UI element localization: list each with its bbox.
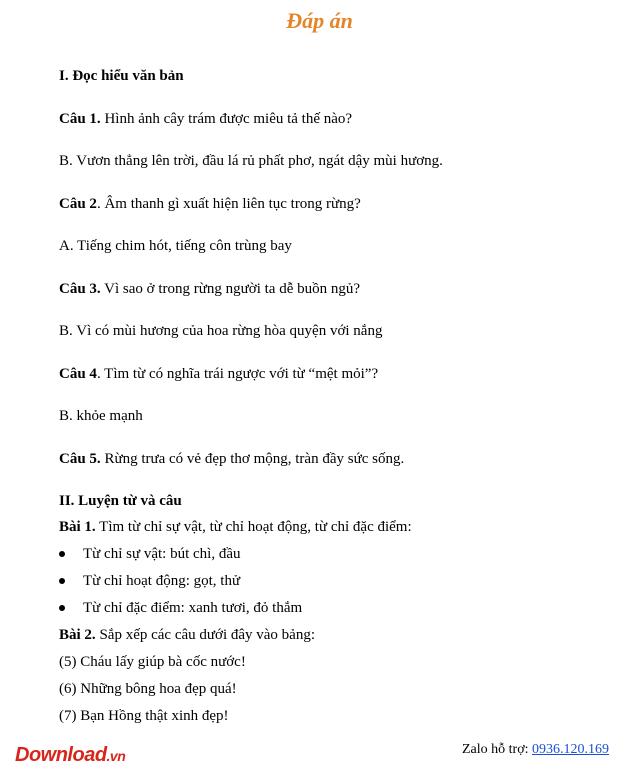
exercise-text: Sắp xếp các câu dưới đây vào bảng: xyxy=(99,627,316,643)
question-text: Hình ảnh cây trám được miêu tả thế nào? xyxy=(104,111,353,127)
question-label: Câu 2 xyxy=(59,196,97,212)
question-1 xyxy=(59,110,352,128)
sentence-7: (7) Bạn Hồng thật xinh đẹp! xyxy=(59,708,229,724)
bullet-icon xyxy=(59,605,65,611)
bullet-icon xyxy=(59,578,65,584)
logo-tld: .vn xyxy=(106,748,126,764)
support-label: Zalo hỗ trợ: xyxy=(462,742,532,757)
question-text: . Âm thanh gì xuất hiện liên tục trong rừng? xyxy=(96,196,361,212)
section-heading: I. Đọc hiểu văn bản xyxy=(59,68,184,84)
list-item-text: Từ chỉ sự vật: bút chì, đầu xyxy=(83,546,241,562)
sentence-5: (5) Cháu lấy giúp bà cốc nước! xyxy=(59,654,246,670)
download-logo[interactable] xyxy=(15,744,125,767)
logo-text: Download xyxy=(15,744,107,766)
question-label: Câu 5. xyxy=(59,451,101,467)
answer-4: B. khỏe mạnh xyxy=(59,408,143,424)
answer-1: B. Vươn thẳng lên trời, đầu lá rủ phất phơ, ngát dậy mùi hương. xyxy=(59,153,443,169)
question-3 xyxy=(59,280,360,298)
question-text: Vì sao ở trong rừng người ta dễ buồn ngủ? xyxy=(104,281,361,297)
list-item-text: Từ chỉ hoạt động: gọt, thử xyxy=(83,573,241,589)
zalo-support xyxy=(462,742,609,758)
section-heading: II. Luyện từ và câu xyxy=(59,493,182,509)
question-text: Rừng trưa có vẻ đẹp thơ mộng, tràn đầy sức sống. xyxy=(104,451,405,467)
exercise-1 xyxy=(59,518,412,536)
answer-3: B. Vì có mùi hương của hoa rừng hòa quyện với nắng xyxy=(59,323,383,339)
sentence-6: (6) Những bông hoa đẹp quá! xyxy=(59,681,237,697)
question-label: Câu 3. xyxy=(59,281,101,297)
exercise-2 xyxy=(59,626,315,644)
support-phone-link[interactable]: 0936.120.169 xyxy=(532,742,609,757)
question-2 xyxy=(59,195,361,213)
question-label: Câu 1. xyxy=(59,111,101,127)
question-4 xyxy=(59,365,378,383)
question-label: Câu 4 xyxy=(59,366,97,382)
list-item-text: Từ chỉ đặc điểm: xanh tươi, đỏ thắm xyxy=(83,600,303,616)
exercise-label: Bài 1. xyxy=(59,519,96,535)
question-5 xyxy=(59,450,404,468)
question-text: . Tìm từ có nghĩa trái ngược với từ “mệt mỏi”? xyxy=(96,366,379,382)
bullet-icon xyxy=(59,551,65,557)
exercise-label: Bài 2. xyxy=(59,627,96,643)
exercise-text: Tìm từ chỉ sự vật, từ chỉ hoạt động, từ chỉ đặc điểm: xyxy=(99,519,412,535)
answer-2: A. Tiếng chim hót, tiếng côn trùng bay xyxy=(59,238,292,254)
page-title: Đáp án xyxy=(286,8,353,33)
